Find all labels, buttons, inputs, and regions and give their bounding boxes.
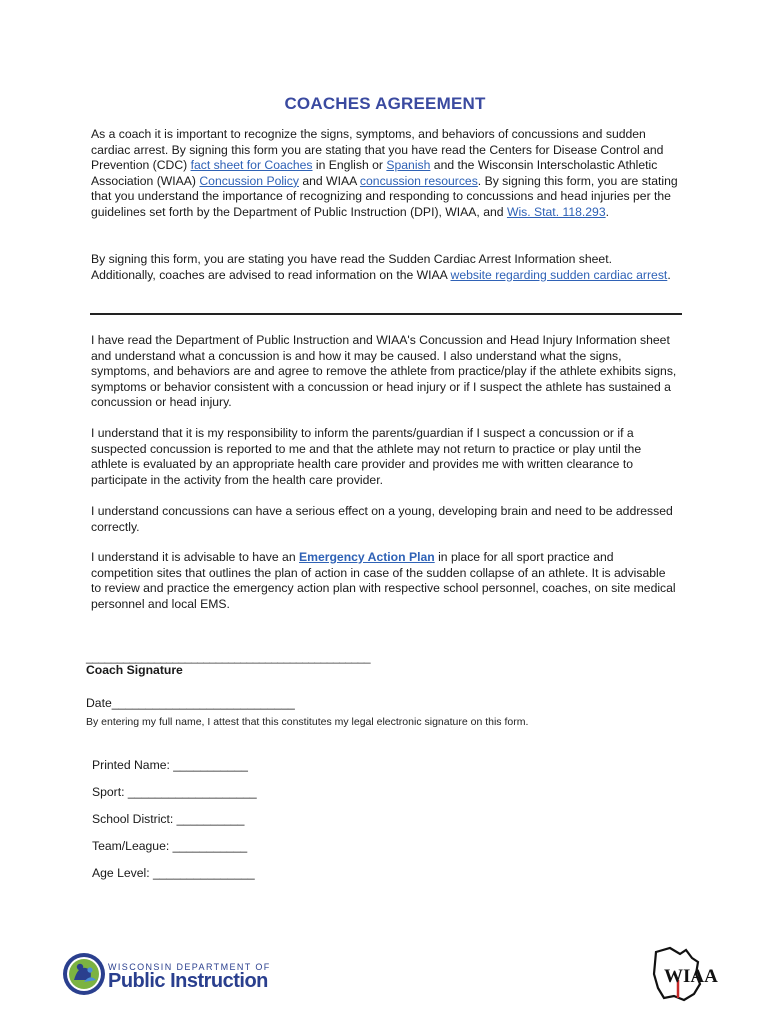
coach-signature-label: Coach Signature xyxy=(86,663,183,677)
intro-text: . xyxy=(605,204,610,219)
date-field[interactable]: Date___________________________ xyxy=(86,696,295,710)
team-league-field[interactable]: Team/League: ___________ xyxy=(92,839,248,853)
intro-text: and WIAA xyxy=(298,173,360,188)
dpi-logo-small-text: WISCONSIN DEPARTMENT OF xyxy=(108,962,271,972)
statement-2: I understand that it is my responsibility to inform the parents/guardian if I suspect a concussion or if a suspected concussion is reported to me and that the athlete may not return to practice or play until the athlete is evaluated by an appropriate health care provider and provides me with written clearance to participate in the activity from the health care provider. xyxy=(91,426,642,487)
cdc-fact-sheet-link[interactable]: fact sheet for Coaches xyxy=(190,158,313,173)
dpi-logo-title: Public Instruction xyxy=(108,970,268,992)
intro-paragraph-1 xyxy=(91,127,679,221)
intro-text: . xyxy=(667,267,671,282)
statement-3: I understand concussions can have a serious effect on a young, developing brain and need to be addressed correctly. xyxy=(91,504,673,534)
statement-4 xyxy=(91,550,679,612)
wiaa-logo-text: WIAA xyxy=(664,966,718,987)
page-title: COACHES AGREEMENT xyxy=(284,94,486,113)
attest-statement: By entering my full name, I attest that this constitutes my legal electronic signature on this form. xyxy=(86,716,529,728)
intro-text: and the Wisconsin Interscholastic Athletic Association (WIAA) xyxy=(91,158,658,188)
sudden-cardiac-arrest-link[interactable]: website regarding sudden cardiac arrest xyxy=(450,267,668,282)
concussion-resources-link[interactable]: concussion resources xyxy=(359,173,478,188)
intro-text: in English or xyxy=(312,158,387,173)
statement-text: in place for all sport practice and competition sites that outlines the plan of action in case of the sudden collapse of an athlete. It is advisable to review and practice the emergency action plan with respective school personnel, coaches, on site medical personnel and local EMS. xyxy=(91,550,676,611)
statement-text: I understand it is advisable to have an xyxy=(91,550,299,564)
age-level-field[interactable]: Age Level: _______________ xyxy=(92,866,255,880)
printed-name-field[interactable]: Printed Name: ___________ xyxy=(92,758,248,772)
sport-field[interactable]: Sport: ___________________ xyxy=(92,785,257,799)
spanish-link[interactable]: Spanish xyxy=(386,158,431,173)
signature-line[interactable]: ______________________________________________ xyxy=(86,650,370,664)
intro-text: . By signing this form, you are stating that you understand the importance of recognizing and responding to concussions and head injuries per the guidelines set forth by the Department of Public Instruction (DPI), WIAA, and xyxy=(91,173,678,219)
school-district-field[interactable]: School District: __________ xyxy=(92,812,245,826)
statement-1: I have read the Department of Public Instruction and WIAA's Concussion and Head Injury Information sheet and understand what a concussion is and how it may be caused. I also understand what the signs, symptoms, and behaviors are and agree to remove the athlete from practice/play if the athlete exhibits signs, symptoms or behavior consistent with a concussion or head injury or if I suspect the athlete has sustained a concussion or head injury. xyxy=(91,333,677,410)
section-divider xyxy=(90,313,682,315)
wis-stat-link[interactable]: Wis. Stat. 118.293 xyxy=(506,204,606,219)
emergency-action-plan-link[interactable]: Emergency Action Plan xyxy=(299,550,435,564)
intro-text: As a coach it is important to recognize the signs, symptoms, and behaviors of concussions and sudden cardiac arrest. By signing this form you are stating that you have read the Centers for Disease Control and Prevention (CDC) xyxy=(91,127,664,173)
concussion-policy-link[interactable]: Concussion Policy xyxy=(199,173,299,188)
intro-paragraph-2 xyxy=(91,252,679,283)
intro-text: By signing this form, you are stating you have read the Sudden Cardiac Arrest Information sheet. Additionally, coaches are advised to read information on the WIAA xyxy=(91,252,612,282)
